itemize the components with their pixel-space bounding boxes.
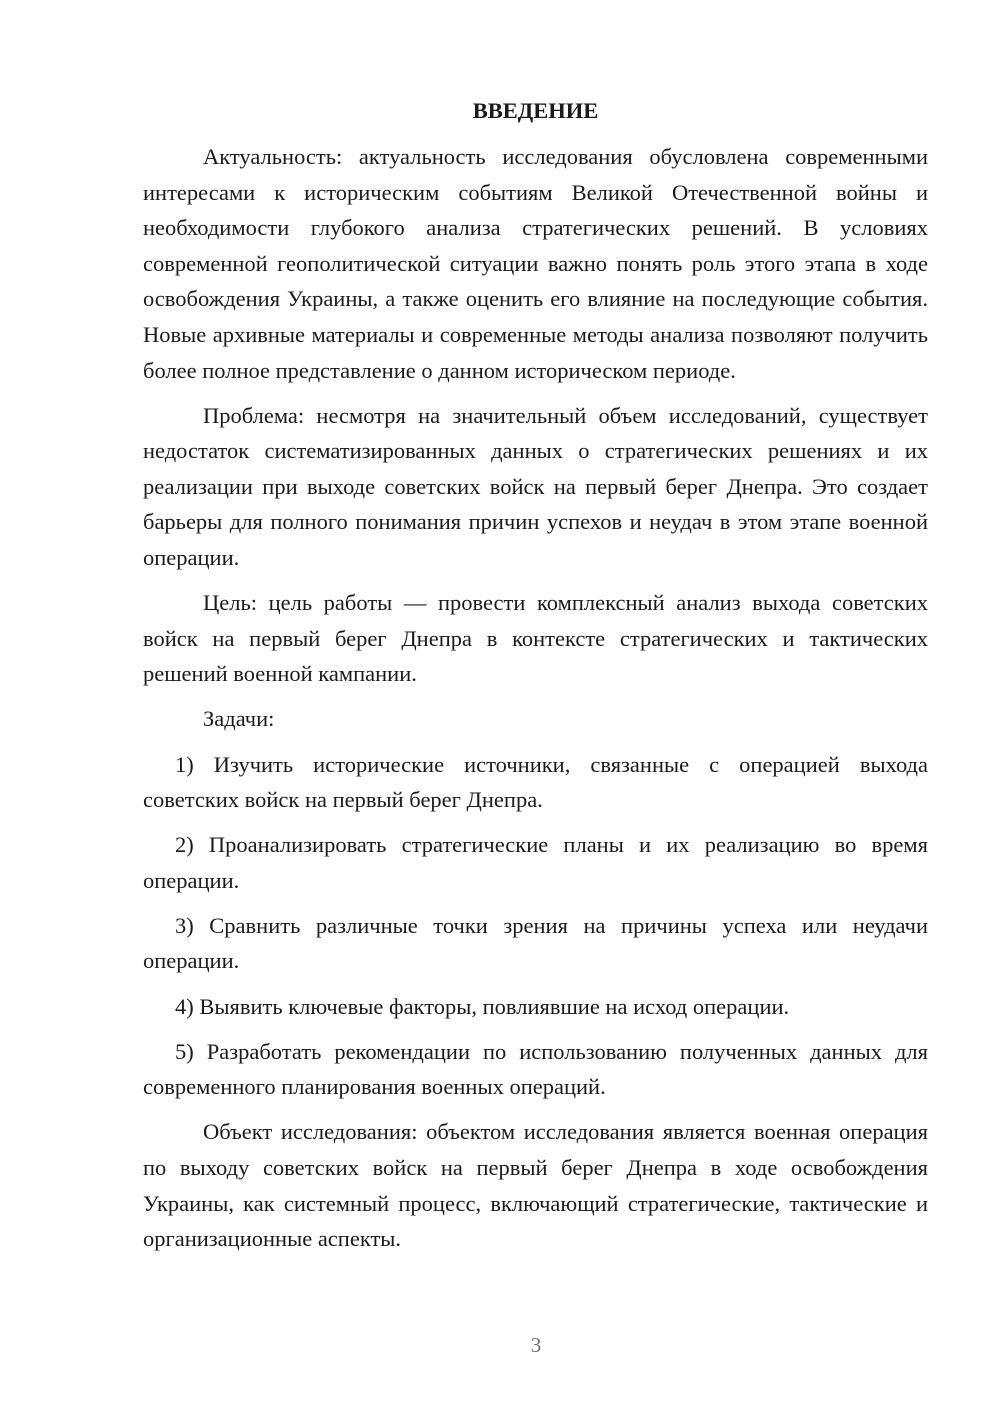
task-item-4: 4) Выявить ключевые факторы, повлиявшие на исход операции. xyxy=(175,993,790,1019)
paragraph-relevance: Актуальность: актуальность исследования обусловлена современными интересами к историческим событиям Великой Отечественной войны и необходимости глубокого анализа стратегических решений. В условиях современной геополитической ситуации важно понять роль этого этапа в ходе освобождения Украины, а также оценить его влияние на последующие события. Новые архивные материалы и современные методы анализа позволяют получить более полное представление о данном историческом периоде. xyxy=(143,144,928,383)
page-content xyxy=(143,93,928,1266)
tasks-heading: Задачи: xyxy=(203,706,275,732)
task-item-1: 1) Изучить исторические источники, связанные с операцией выхода советских войск на первый берег Днепра. xyxy=(143,751,928,813)
task-item-5: 5) Разработать рекомендации по использованию полученных данных для современного планирования военных операций. xyxy=(143,1038,928,1100)
paragraph-problem: Проблема: несмотря на значительный объем исследований, существует недостаток систематизированных данных о стратегических решениях и их реализации при выходе советских войск на первый берег Днепра. Это создает барьеры для полного понимания причин успехов и неудач в этом этапе военной операции. xyxy=(143,402,928,571)
section-title: ВВЕДЕНИЕ xyxy=(472,98,599,123)
task-item-2: 2) Проанализировать стратегические планы и их реализацию во время операции. xyxy=(143,832,928,893)
paragraph-object: Объект исследования: объектом исследования является военная операция по выходу советских войск на первый берег Днепра в ходе освобождения Украины, как системный процесс, включающий стратегические, тактические и организационные аспекты. xyxy=(143,1119,928,1252)
paragraph-goal: Цель: цель работы — провести комплексный анализ выхода советских войск на первый берег Днепра в контексте стратегических и тактических решений военной кампании. xyxy=(143,590,928,687)
task-item-3: 3) Сравнить различные точки зрения на причины успеха или неудачи операции. xyxy=(143,912,928,974)
page-number: 3 xyxy=(530,1333,542,1357)
